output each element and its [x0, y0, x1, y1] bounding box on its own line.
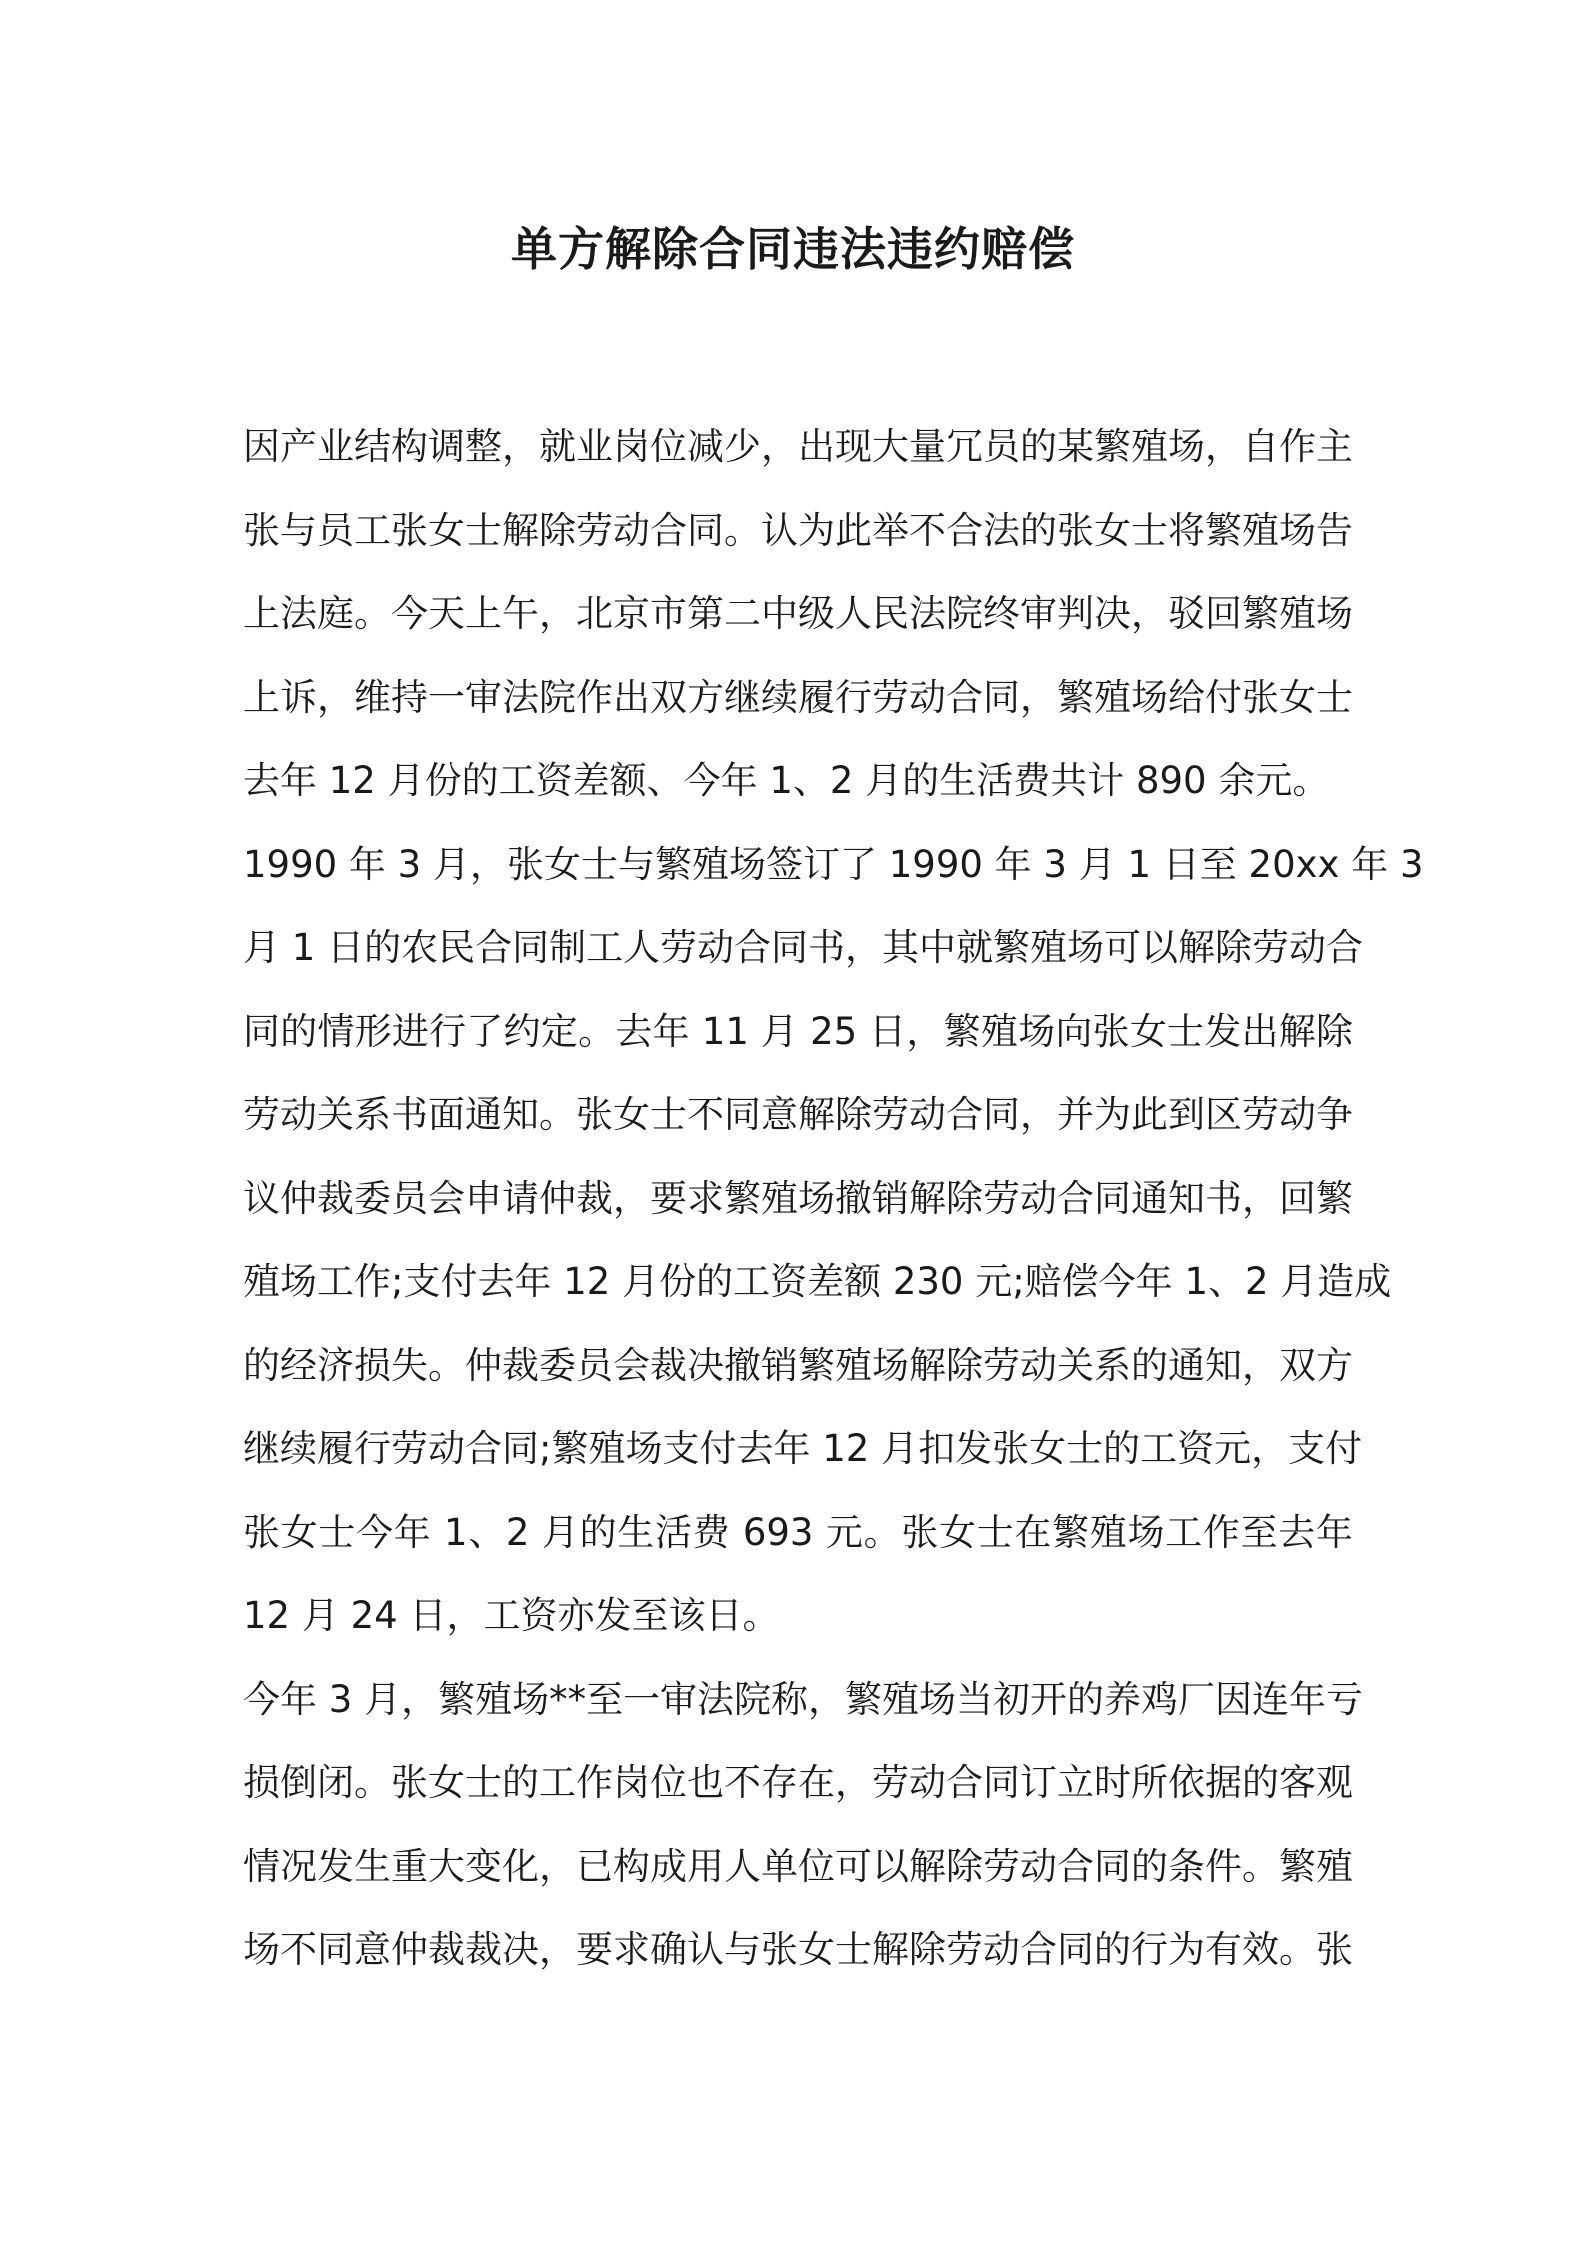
text-line: 12 月 24 日，工资亦发至该日。: [243, 1594, 780, 1637]
text-line: 去年 12 月份的工资差额、今年 1、2 月的生活费共计 890 余元。: [243, 759, 1330, 802]
text-line: 同的情形进行了约定。去年 11 月 25 日，繁殖场向张女士发出解除: [243, 1009, 1353, 1053]
text-line: 月 1 日的农民合同制工人劳动合同书，其中就繁殖场可以解除劳动合: [243, 926, 1364, 969]
text-line: 议仲裁委员会申请仲裁，要求繁殖场撤销解除劳动合同通知书，回繁: [243, 1176, 1353, 1220]
paragraph-1: [243, 405, 1353, 823]
text-line: 继续履行劳动合同;繁殖场支付去年 12 月扣发张女士的工资元，支付: [243, 1427, 1363, 1470]
text-line: 上诉，维持一审法院作出双方继续履行劳动合同，繁殖场给付张女士: [243, 675, 1353, 719]
text-line: 情况发生重大变化，已构成用人单位可以解除劳动合同的条件。繁殖: [243, 1844, 1353, 1888]
text-line: 因产业结构调整，就业岗位减少，出现大量冗员的某繁殖场，自作主: [243, 425, 1353, 468]
text-line: 的经济损失。仲裁委员会裁决撤销繁殖场解除劳动关系的通知，双方: [243, 1343, 1353, 1387]
paragraph-2: [243, 823, 1424, 1658]
text-line: 殖场工作;支付去年 12 月份的工资差额 230 元;赔偿今年 1、2 月造成: [243, 1260, 1392, 1303]
paragraph-3: [243, 1658, 1364, 1992]
text-line: 张与员工张女士解除劳动合同。认为此举不合法的张女士将繁殖场告: [243, 508, 1353, 552]
text-line: 劳动关系书面通知。张女士不同意解除劳动合同，并为此到区劳动争: [243, 1093, 1353, 1136]
text-line: 1990 年 3 月，张女士与繁殖场签订了 1990 年 3 月 1 日至 20xx 年 3: [243, 842, 1424, 886]
text-line: 损倒闭。张女士的工作岗位也不存在，劳动合同订立时所依据的客观: [243, 1761, 1353, 1804]
document-body: [243, 405, 1424, 1992]
text-line: 今年 3 月，繁殖场**至一审法院称，繁殖场当初开的养鸡厂因连年亏: [243, 1677, 1364, 1721]
text-line: 张女士今年 1、2 月的生活费 693 元。张女士在繁殖场工作至去年: [243, 1510, 1353, 1554]
document-title: 单方解除合同违法违约赔偿: [511, 222, 1075, 276]
text-line: 上法庭。今天上午，北京市第二中级人民法院终审判决，驳回繁殖场: [243, 592, 1353, 635]
text-line: 场不同意仲裁裁决，要求确认与张女士解除劳动合同的行为有效。张: [243, 1928, 1353, 1971]
